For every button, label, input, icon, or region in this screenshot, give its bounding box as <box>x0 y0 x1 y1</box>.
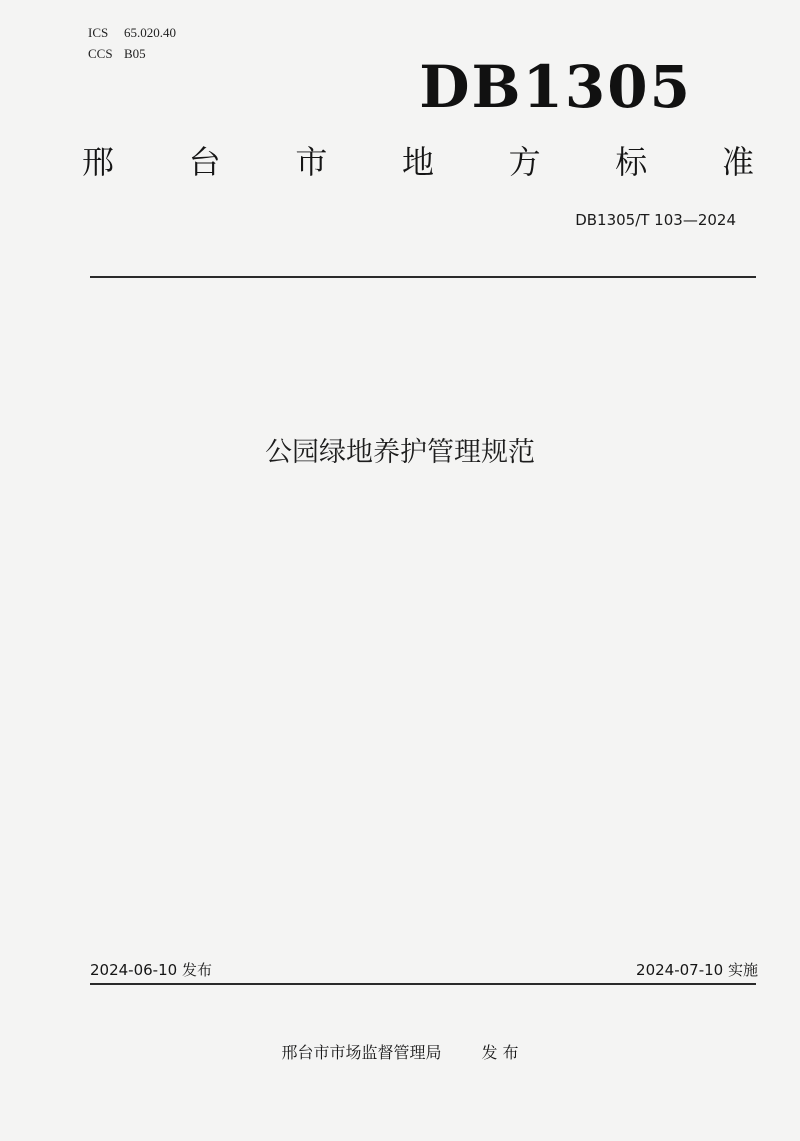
ics-label: ICS <box>88 25 109 40</box>
top-divider <box>90 276 756 278</box>
ics-row <box>88 22 176 43</box>
standard-type-char: 标 <box>615 143 648 181</box>
standard-number: DB1305/T 103—2024 <box>575 211 736 229</box>
bottom-divider <box>90 983 756 985</box>
ccs-code: B05 <box>124 46 146 61</box>
standard-type-char: 台 <box>188 143 221 181</box>
standard-type-char: 方 <box>508 143 541 181</box>
standard-type-char: 准 <box>721 143 754 181</box>
ccs-label: CCS <box>88 46 113 61</box>
standard-type-char: 市 <box>295 143 328 181</box>
issuer-line <box>0 1040 800 1066</box>
ics-code: 65.020.40 <box>124 25 176 40</box>
standard-type-char: 地 <box>401 143 434 181</box>
issue-date: 2024-06-10 发布 <box>90 961 212 979</box>
implementation-date: 2024-07-10 实施 <box>636 961 758 979</box>
standard-type <box>82 138 754 186</box>
issuer-action: 发 布 <box>481 1043 519 1062</box>
issuer-name: 邢台市市场监督管理局 <box>281 1043 442 1062</box>
standard-mark: DB1305 <box>419 53 692 121</box>
document-title: 公园绿地养护管理规范 <box>265 437 535 468</box>
classification-codes <box>88 22 176 64</box>
ccs-row <box>88 43 176 64</box>
standard-type-char: 邢 <box>82 143 115 181</box>
